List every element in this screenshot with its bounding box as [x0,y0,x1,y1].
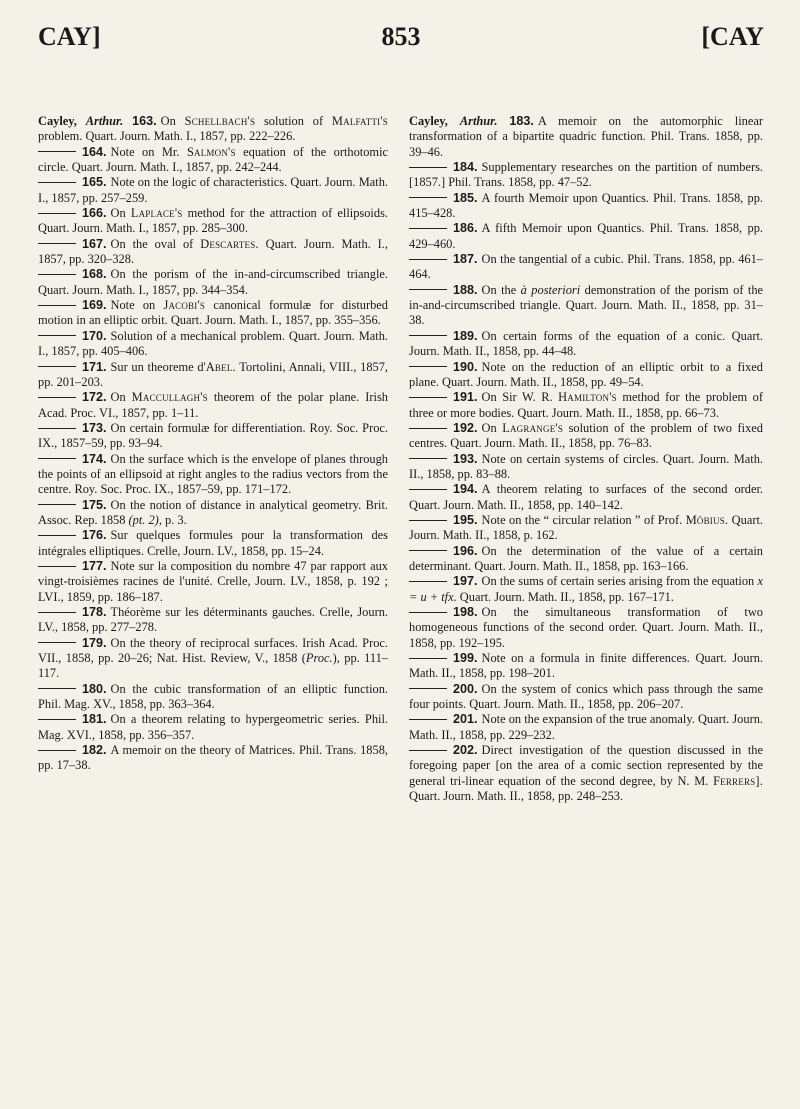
bibliography-entry [409,452,763,483]
ditto-rule [38,243,76,244]
entry-text: Quart. Journ. Math. II., 1858, pp. 248–253. [409,789,624,804]
entry-number: 175. [82,497,107,512]
bibliography-entry [38,237,388,268]
ditto-rule [409,688,447,689]
entry-text: Tortolini, Annali, VIII., 1857, pp. 201–203. [38,359,389,389]
entry-text: method for the problem of three or more bodies. Quart. Journ. Math. II., 1858, pp. 66–73. [409,390,763,420]
ditto-rule [38,305,76,306]
bibliography-entry [409,191,763,222]
bibliography-entry [38,360,388,391]
ditto-rule [409,197,447,198]
entry-text: Note on Mr. [110,144,187,159]
bibliography-entry [409,114,763,160]
ditto-rule [38,504,76,505]
entry-text: Supplementary researches on the partition of numbers. [1857.] Phil. Trans. 1858, pp. 47–52. [409,160,763,190]
entry-number: 178. [82,605,107,619]
entry-text: Note on certain systems of circles. Quart. Journ. Math. II., 1858, pp. 83–88. [409,451,763,481]
bibliography-entry [38,390,388,421]
bibliography-entry [38,712,388,743]
entry-text: Note on the reduction of an elliptic orbit to a fixed plane. Quart. Journ. Math. II., 1858, pp. 49–54. [409,359,763,389]
ditto-rule [409,397,447,398]
entry-text: Solution of a mechanical problem. Quart. Journ. Math. I., 1857, pp. 405–406. [38,328,388,359]
bibliography-entry [38,421,388,452]
entry-text: On the sums of certain series arising from the equation [481,574,758,589]
entry-text: solution of the problem of two fixed centres. Quart. Journ. Math. II., 1858, pp. 76–83. [409,420,763,451]
ditto-rule [409,366,447,367]
entry-number: 191. [453,390,478,405]
italic-text: à posteriori [520,282,581,297]
entry-number: 196. [453,543,478,558]
entry-text: ), pp. 111–117. [38,651,388,681]
entry-text: On the surface which is the envelope of planes through the points of an ellipsoid at right angles to the radius vectors from the centre. Roy. Soc. Proc. IX., 1857–59, pp. 171–172. [38,451,388,497]
ditto-rule [38,642,76,643]
bibliography-entry [409,390,763,421]
author-heading [38,114,123,128]
entry-text: problem. Quart. Journ. Math. I., 1857, pp. 222–226. [38,129,296,144]
bibliography-entry [38,743,388,774]
ditto-rule [409,550,447,551]
bibliography-entry [38,175,388,206]
entry-text: A memoir on the theory of Matrices. Phil. Trans. 1858, pp. 17–38. [38,743,388,773]
author-given-name: Arthur. [85,114,124,128]
author-surname: Cayley, [409,114,460,128]
cited-name: Maccullagh's [131,390,208,405]
right-column [409,114,763,804]
bibliography-entry [409,360,763,391]
italic-text: (pt. 2) [128,512,159,527]
entry-number: 163. [132,114,157,128]
entry-number: 165. [82,175,107,190]
entry-text: A fifth Memoir upon Quantics. Phil. Trans. 1858, pp. 429–460. [409,221,763,251]
ditto-rule [409,428,447,429]
ditto-rule [38,274,76,275]
cited-name: Möbius. [685,512,729,527]
bibliography-entry [409,482,763,513]
entry-text: Quart. Journ. Math. I., 1857, pp. 320–328. [38,236,389,267]
ditto-rule [409,489,447,490]
running-header [38,22,764,54]
entry-text: On the simultaneous transformation of two homogeneous functions of the second order. Quart. Journ. Math. II., 1858, pp. 192–195. [409,605,763,650]
bibliography-entry [409,743,763,804]
entry-number: 184. [453,160,478,175]
bibliography-entry [409,329,763,360]
entry-number: 168. [82,267,107,282]
author-heading [409,114,497,128]
entry-number: 166. [82,206,107,221]
cited-name: Descartes. [200,236,259,251]
cited-name: Schellbach's [184,114,256,128]
entry-text: On the tangential of a cubic. Phil. Trans. 1858, pp. 461–464. [409,252,763,282]
italic-text: Proc. [305,651,333,666]
bibliography-entry [409,160,763,191]
bibliography-entry [38,329,388,360]
entry-text: On certain forms of the equation of a conic. Quart. Journ. Math. II., 1858, pp. 44–48. [409,328,763,359]
bibliography-entry [409,221,763,252]
bibliography-entry [38,267,388,298]
cited-name: Malfatti's [331,114,388,128]
bibliography-entry [38,145,388,176]
entry-number: 164. [82,144,107,159]
bibliography-entry [38,452,388,498]
cited-name: Jacobi's [163,298,206,313]
ditto-rule [409,581,447,582]
entry-number: 173. [82,420,107,435]
page-number: 853 [381,22,421,51]
entry-number: 170. [82,328,107,343]
ditto-rule [409,259,447,260]
entry-number: 185. [453,190,478,205]
ditto-rule [409,520,447,521]
entry-number: 167. [82,236,107,251]
ditto-rule [38,182,76,183]
entry-number: 177. [82,558,107,573]
ditto-rule [38,750,76,751]
entry-text: Note on the logic of characteristics. Quart. Journ. Math. I., 1857, pp. 257–259. [38,175,388,205]
ditto-rule [38,566,76,567]
entry-text: , p. 3. [158,512,187,527]
entry-text: Direct investigation of the question discussed in the foregoing paper [on the area of a comic section represented by the general tri-linear equation of the second degree, by N. M. [409,743,763,788]
entry-number: 169. [82,298,107,313]
entry-text: On the system of conics which pass through the same four points. Quart. Journ. Math. II., 1858, pp. 206–207. [409,681,763,712]
ditto-rule [409,167,447,168]
bibliography-entry [409,544,763,575]
entry-text: On the determination of the value of a certain determinant. Quart. Journ. Math. II., 1858, pp. 163–166. [409,543,763,573]
entry-number: 202. [453,743,478,758]
entry-number: 190. [453,359,478,374]
ditto-rule [409,289,447,290]
entry-text: theorem of the polar plane. Irish Acad. Proc. VI., 1857, pp. 1–11. [38,390,388,420]
bibliography-entry [38,605,388,636]
bibliography-entry [409,421,763,452]
entry-text: canonical formulæ for disturbed motion in an elliptic orbit. Quart. Journ. Math. I., 1857, pp. 355–356. [38,298,388,328]
entry-number: 195. [453,512,478,527]
bibliography-entry [38,206,388,237]
bibliography-entry [38,298,388,329]
entry-number: 176. [82,528,107,543]
entry-text: On the cubic transformation of an elliptic function. Phil. Mag. XV., 1858, pp. 363–364. [38,681,388,712]
ditto-rule [409,335,447,336]
entry-text: Sur quelques formules pour la transformation des intégrales elliptiques. Crelle, Journ. LV., 1858, pp. 15–24. [38,528,388,558]
entry-number: 192. [453,420,478,435]
entry-number: 171. [82,359,107,374]
ditto-rule [38,335,76,336]
entry-text: On [160,114,185,128]
cited-name: Abel. [205,359,236,374]
ditto-rule [38,688,76,689]
entry-text: On certain formulæ for differentiation. Roy. Soc. Proc. IX., 1857–59, pp. 93–94. [38,420,388,451]
entry-number: 188. [453,282,478,297]
header-left: CAY] [38,22,101,51]
bibliography-entry [38,636,388,682]
cited-name: Ferrers]. [713,773,763,788]
bibliography-entry [409,513,763,544]
entry-text: Sur un theoreme d' [110,359,206,374]
entry-number: 198. [453,605,478,619]
ditto-rule [409,228,447,229]
ditto-rule [409,458,447,459]
entry-number: 193. [453,451,478,466]
entry-number: 181. [82,712,107,727]
entry-number: 182. [82,743,107,758]
bibliography-entry [38,528,388,559]
author-surname: Cayley, [38,114,86,128]
entry-text: Quart. Journ. Math. II., 1858, pp. 167–171. [456,589,674,604]
entry-number: 180. [82,681,107,696]
ditto-rule [38,719,76,720]
bibliography-entry [409,682,763,713]
entry-number: 189. [453,328,478,343]
ditto-rule [409,658,447,659]
header-right: [CAY [701,22,764,51]
entry-text: On the [481,282,521,297]
entry-text: demonstration of the porism of the in-and-circumscribed triangle. Quart. Journ. Math. II., 1858, pp. 31–38. [409,282,764,328]
ditto-rule [409,719,447,720]
entry-text: On [110,206,131,221]
entry-number: 174. [82,451,107,466]
bibliography-entry [409,605,763,651]
entry-number: 183. [509,114,534,128]
entry-text: On Sir W. R. [481,390,559,405]
entry-number: 201. [453,712,478,727]
entry-text: Note on a formula in finite differences. Quart. Journ. Math. II., 1858, pp. 198–201. [409,651,763,681]
cited-name: Salmon's [186,144,236,159]
entry-text: On a theorem relating to hypergeometric series. Phil. Mag. XVI., 1858, pp. 356–357. [38,712,388,742]
ditto-rule [38,612,76,613]
entry-text: On the oval of [110,236,201,251]
ditto-rule [38,213,76,214]
entry-number: 186. [453,221,478,236]
entry-text: A theorem relating to surfaces of the second order. Quart. Journ. Math. II., 1858, pp. 140–142. [409,482,763,512]
bibliography-entry [409,712,763,743]
bibliography-entry [409,283,763,329]
entry-number: 199. [453,651,478,666]
cited-name: Hamilton's [558,390,617,405]
bibliography-entry [409,574,763,605]
entry-text: equation of the orthotomic circle. Quart. Journ. Math. I., 1857, pp. 242–244. [38,144,389,175]
entry-text: Note on [110,298,164,313]
ditto-rule [38,535,76,536]
entry-text: On the theory of reciprocal surfaces. Irish Acad. Proc. VII., 1858, pp. 20–26; Nat. Hist. Review, V., 1858 ( [38,635,388,666]
entry-number: 179. [82,635,107,650]
left-column [38,114,388,774]
entry-text: Théorème sur les déterminants gauches. Crelle, Journ. LV., 1858, pp. 277–278. [38,605,388,635]
ditto-rule [409,612,447,613]
ditto-rule [409,750,447,751]
ditto-rule [38,366,76,367]
entry-number: 197. [453,574,478,589]
bibliography-entry [38,114,388,145]
entry-text: solution of [255,114,332,128]
italic-text: x = u + tfx. [409,574,763,604]
bibliography-entry [38,498,388,529]
entry-text: Note on the expansion of the true anomaly. Quart. Journ. Math. II., 1858, pp. 229–232. [409,712,763,742]
ditto-rule [38,428,76,429]
entry-number: 172. [82,390,107,405]
entry-text: A fourth Memoir upon Quantics. Phil. Trans. 1858, pp. 415–428. [409,190,763,221]
entry-number: 200. [453,681,478,696]
entry-text: On [481,420,503,435]
entry-number: 194. [453,482,478,497]
ditto-rule [38,151,76,152]
entry-text: Note sur la composition du nombre 47 par rapport aux vingt-troisièmes racines de l'unité. Crelle, Journ. LV., 1858, p. 192 ; LVI., 1859, pp. 186–187. [38,558,388,604]
cited-name: Laplace's [130,206,183,221]
bibliography-entry [38,682,388,713]
ditto-rule [38,397,76,398]
bibliography-entry [38,559,388,605]
entry-text: Quart. Journ. Math. II., 1858, p. 162. [409,512,763,543]
bibliography-entry [409,252,763,283]
entry-text: On [110,390,132,405]
entry-text: On the notion of distance in analytical geometry. Brit. Assoc. Rep. 1858 [38,497,388,527]
entry-text: method for the attraction of ellipsoids. Quart. Journ. Math. I., 1857, pp. 285–300. [38,206,388,236]
entry-text: On the porism of the in-and-circumscribed triangle. Quart. Journ. Math. I., 1857, pp. 344–354. [38,267,388,297]
author-given-name: Arthur. [459,114,498,128]
bibliography-entry [409,651,763,682]
entry-text: Note on the “ circular relation ” of Prof. [481,512,686,527]
cited-name: Lagrange's [502,420,564,435]
entry-text: A memoir on the automorphic linear transformation of a bipartite quadric function. Phil. Trans. 1858, pp. 39–46. [409,114,763,159]
ditto-rule [38,458,76,459]
entry-number: 187. [453,252,478,267]
